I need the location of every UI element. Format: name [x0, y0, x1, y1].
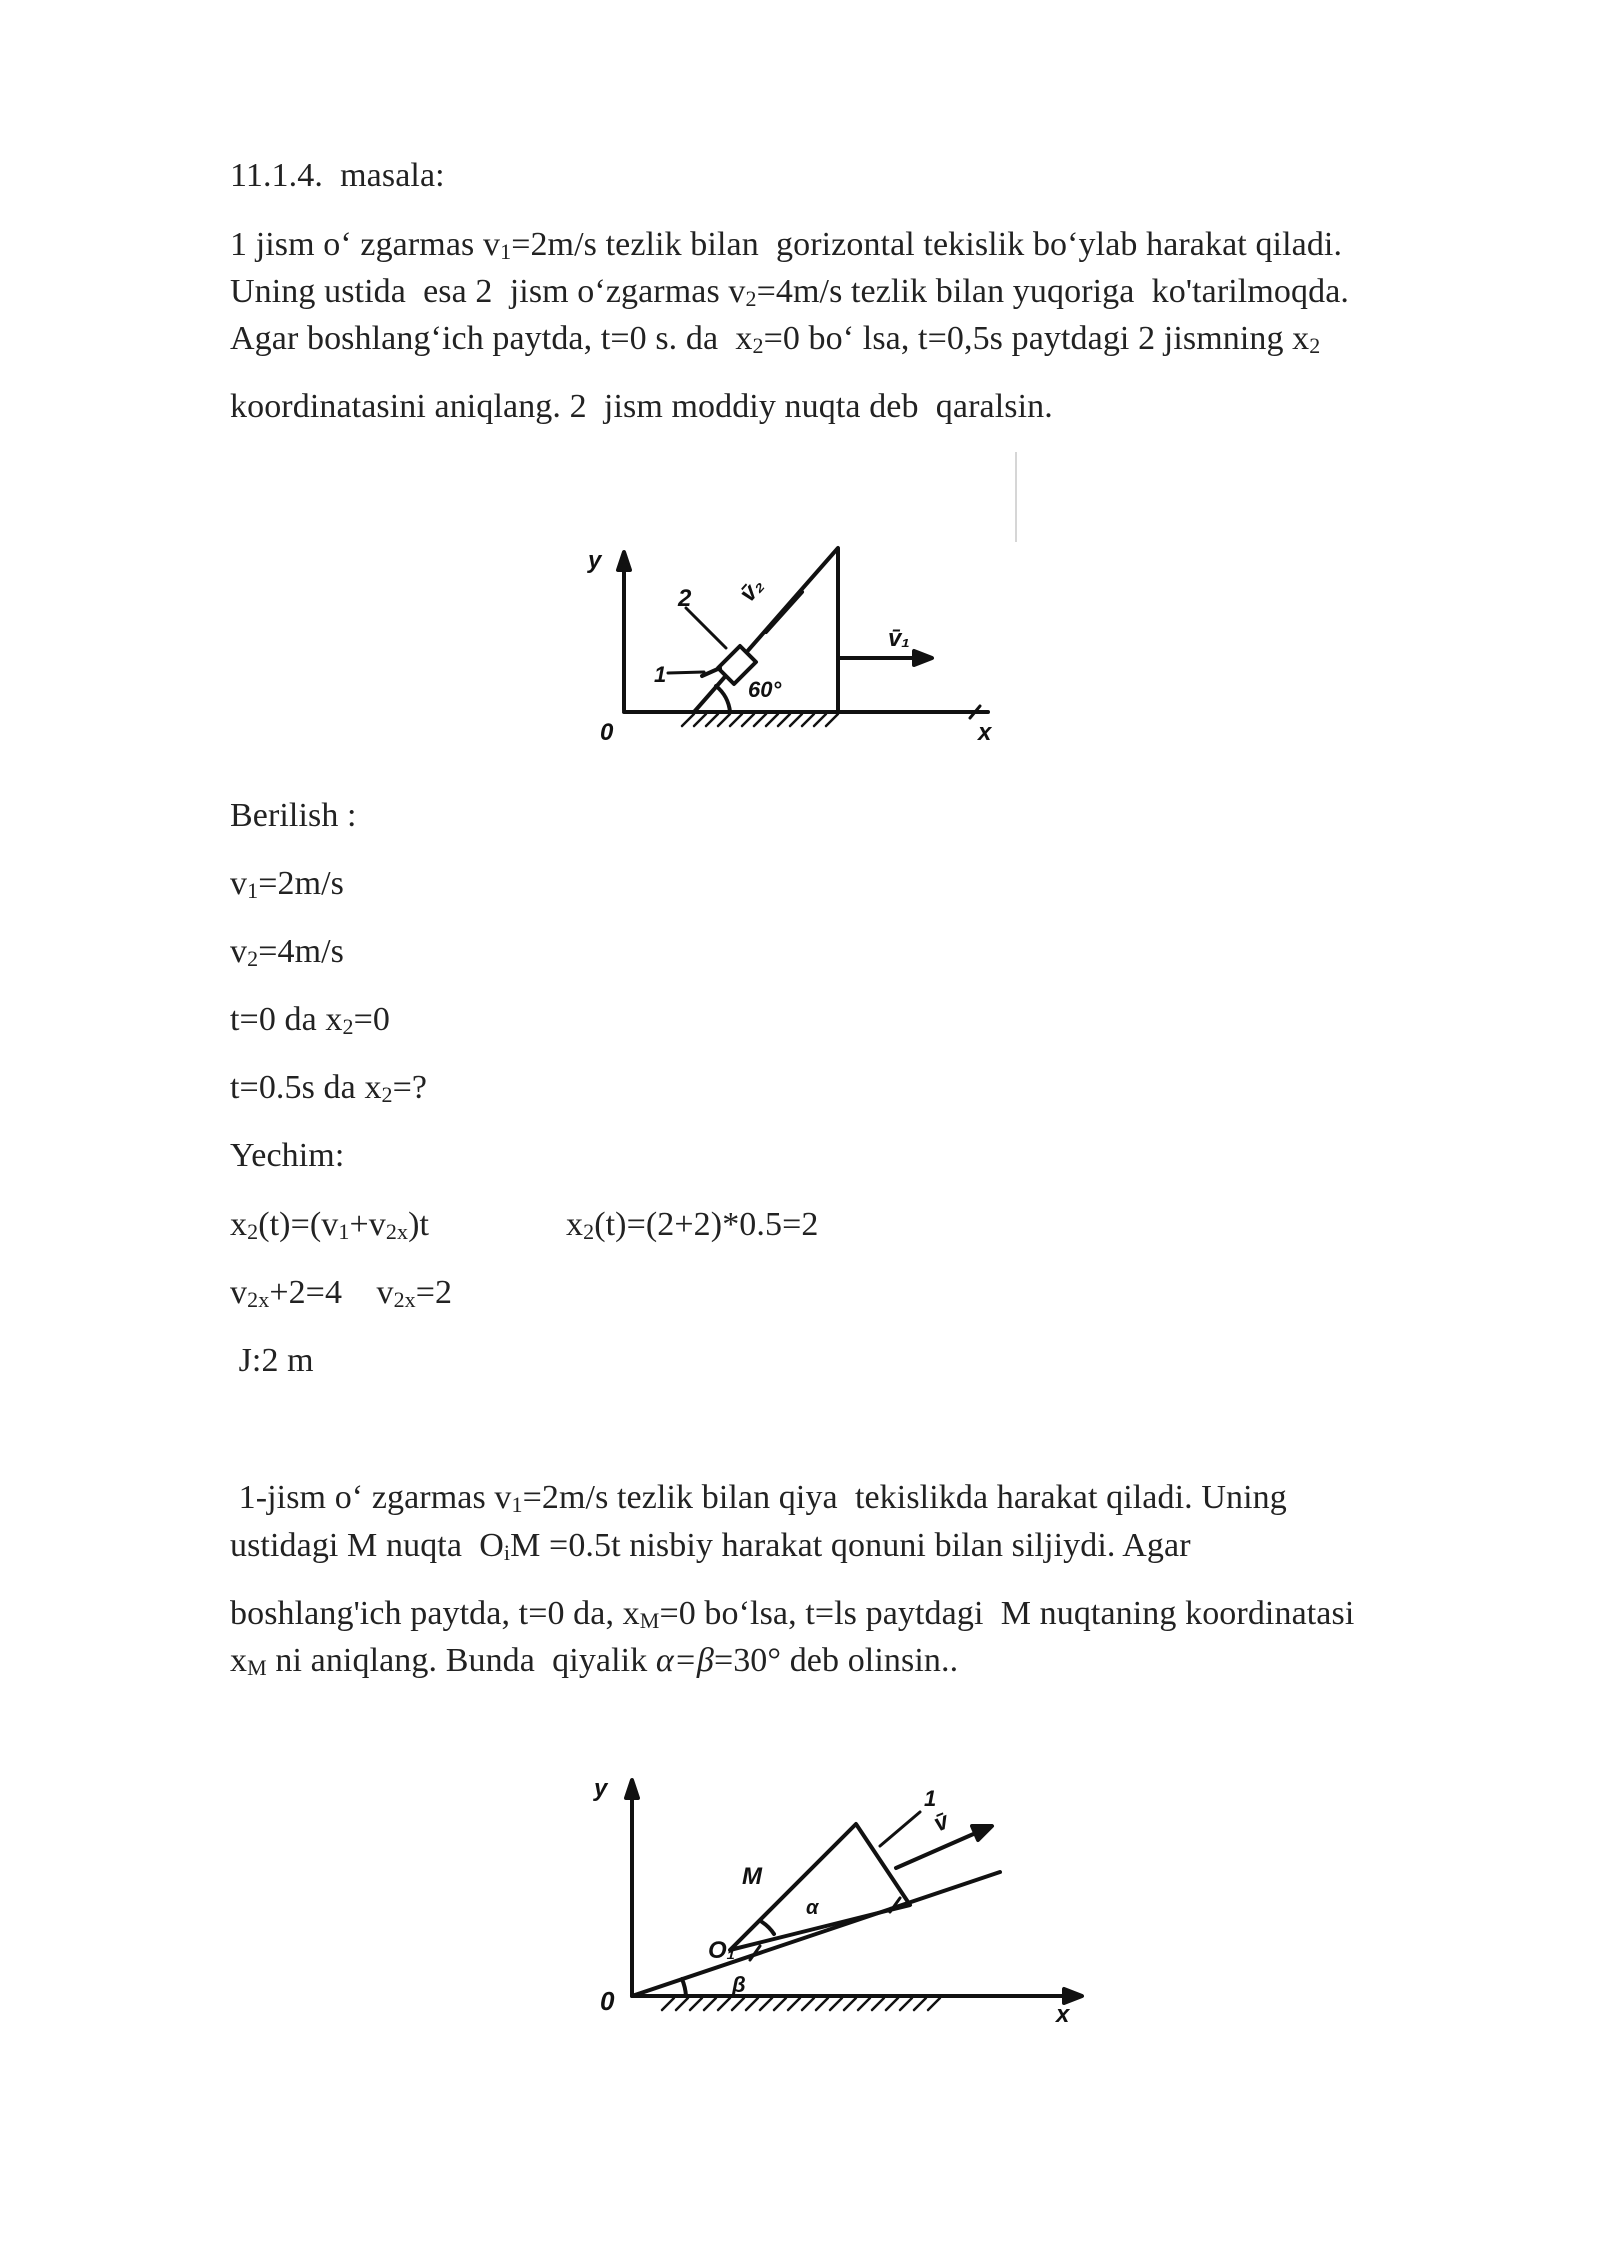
- scan-artifact: [1015, 452, 1017, 542]
- ground-hatching: [662, 1998, 940, 2010]
- problem2-line-2: ustidagi M nuqta $O_iM =0.5t$ nisbiy harakat qonuni bilan siljiydi. Agar: [230, 1527, 1191, 1565]
- origin-label: 0: [600, 1986, 615, 2016]
- inclined-plane: [632, 1872, 1000, 1996]
- velocity-label: v̄: [930, 1807, 953, 1838]
- beta-arc: [682, 1979, 686, 1996]
- body-1-label: 1: [924, 1786, 937, 1811]
- origin-label: 0: [600, 719, 614, 746]
- solution-title: Yechim:: [230, 1137, 345, 1174]
- y-axis-label: y: [594, 1775, 608, 1802]
- alpha-arc: [762, 1922, 774, 1934]
- given-condition-2: t=0.5s da $x_2=$?: [230, 1069, 428, 1107]
- v1-label: v̄₁: [888, 625, 910, 652]
- solution-equation-3: $v_{2x}+2=4$ $v_{2x}=2$: [230, 1274, 453, 1312]
- angle-label: 60°: [748, 677, 782, 702]
- figure-wedge-on-plane: [570, 540, 1010, 750]
- problem1-line-3: Agar boshlang‘ich paytda, t=0 s. da $x_2=0$ bo‘ lsa, t=0,5s paytdagi 2 jismning $x_2$: [230, 320, 1321, 358]
- problem1-line-4: koordinatasini aniqlang. 2 jism moddiy nuqta deb qaralsin.: [230, 388, 1053, 425]
- x-axis-label: x: [1056, 2001, 1070, 2028]
- problem2-line-3: boshlang'ich paytda, t=0 da, $x_M=0$ bo‘lsa, t=ls paytdagi M nuqtaning koordinatasi: [230, 1595, 1355, 1633]
- problem2-line-1: 1-jism o‘ zgarmas $v_1=2m/s$ tezlik bilan qiya tekislikda harakat qiladi. Uning: [230, 1479, 1287, 1517]
- given-title: Berilish :: [230, 797, 357, 834]
- problem1-line-2: Uning ustida esa 2 jism o‘zgarmas $v_2=4m/s$ tezlik bilan yuqoriga ko'tarilmoqda.: [230, 273, 1349, 311]
- beta-label: β: [732, 1972, 746, 1997]
- v2-vector-line: [766, 592, 802, 632]
- v1-arrow-icon: [914, 651, 932, 665]
- solution-equation-1: $x_2(t)=(v_1+v_{2x})t$: [230, 1206, 430, 1244]
- alpha-label: α: [806, 1897, 819, 1919]
- given-v1: $v_1=2m/s$: [230, 865, 345, 903]
- problem1-line-1: 1 jism o‘ zgarmas $v_1=2m/s$ tezlik bilan gorizontal tekislik bo‘ylab harakat qiladi.: [230, 226, 1343, 264]
- given-v2: $v_2=4m/s$: [230, 933, 345, 971]
- solution-equation-2: $x_2(t)=(2+2)*0.5=2$: [566, 1206, 819, 1244]
- body-2-label: 2: [678, 585, 692, 612]
- angle-arc: [716, 686, 730, 712]
- solution-answer: J:2 m: [230, 1342, 314, 1379]
- point-m-label: M: [742, 1863, 762, 1890]
- problem-heading: 11.1.4. masala:: [230, 157, 445, 194]
- y-axis-arrow-icon: [618, 552, 630, 570]
- problem2-line-4: $x_M$ ni aniqlang. Bunda qiyalik α=β=30° deb olinsin..: [230, 1642, 959, 1680]
- figure-inclined-plane: [580, 1760, 1100, 2028]
- ground-hatching: [682, 714, 838, 726]
- given-condition-1: t=0 da $x_2=0$: [230, 1001, 390, 1039]
- v2-label: v̄₂: [734, 572, 770, 608]
- velocity-vector-line: [896, 1832, 978, 1868]
- y-axis-label: y: [588, 547, 602, 574]
- y-axis-arrow-icon: [626, 1780, 638, 1798]
- velocity-arrow-icon: [972, 1826, 992, 1840]
- point-o1-label: O₁: [708, 1937, 736, 1964]
- body-1-label: 1: [654, 662, 667, 687]
- x-axis-label: x: [978, 719, 992, 746]
